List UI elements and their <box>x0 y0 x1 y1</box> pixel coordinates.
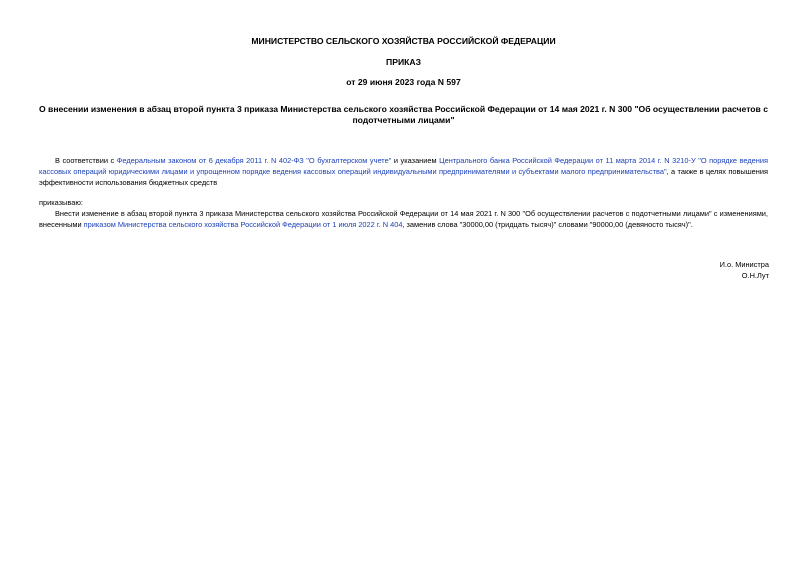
preamble-text-2: и указанием <box>391 156 440 165</box>
federal-law-link[interactable]: Федеральным законом от 6 декабря 2011 г. N 402-ФЗ "О бухгалтерском учете" <box>116 156 392 165</box>
signatory-position: И.о. Министра <box>719 260 769 269</box>
central-bank-instruction-link[interactable]: Центрального банка Российской Федерации от 11 марта 2014 г. N 3210-У "О порядке ведения кассовых операций юридическими лицами и упрощенном порядке ведения кассовых операций индивидуальными предпринимателями и субъектами малого предпринимательства" <box>39 156 768 176</box>
order-body-text-2: , заменив слова "30000,00 (тридцать тысяч)" словами "90000,00 (девяносто тысяч)". <box>402 220 693 229</box>
preamble-text-1: В соответствии с <box>55 156 117 165</box>
signatory-name: О.Н.Лут <box>741 271 769 280</box>
order-clause: приказываю: <box>39 198 83 207</box>
ministry-heading: МИНИСТЕРСТВО СЕЛЬСКОГО ХОЗЯЙСТВА РОССИЙСКОЙ ФЕДЕРАЦИИ <box>251 36 556 46</box>
order-body-paragraph <box>39 208 768 230</box>
preamble-text-3: , а также в целях повышения эффективности использования бюджетных средств <box>39 167 768 187</box>
document-title: О внесении изменения в абзац второй пункта 3 приказа Министерства сельского хозяйства Российской Федерации от 14 мая 2021 г. N 300 "Об осуществлении расчетов с подотчетными лицами" <box>38 104 769 125</box>
document-type-heading: ПРИКАЗ <box>386 57 421 67</box>
preamble-paragraph <box>39 155 768 188</box>
document-date: от 29 июня 2023 года N 597 <box>346 77 461 87</box>
order-body-text-1: Внести изменение в абзац второй пункта 3 приказа Министерства сельского хозяйства Российской Федерации от 14 мая 2021 г. N 300 "Об осуществлении расчетов с подотчетными лицами" с изменениями, внесенными <box>39 209 768 229</box>
ministry-order-link[interactable]: приказом Министерства сельского хозяйства Российской Федерации от 1 июля 2022 г. N 404 <box>83 220 403 229</box>
